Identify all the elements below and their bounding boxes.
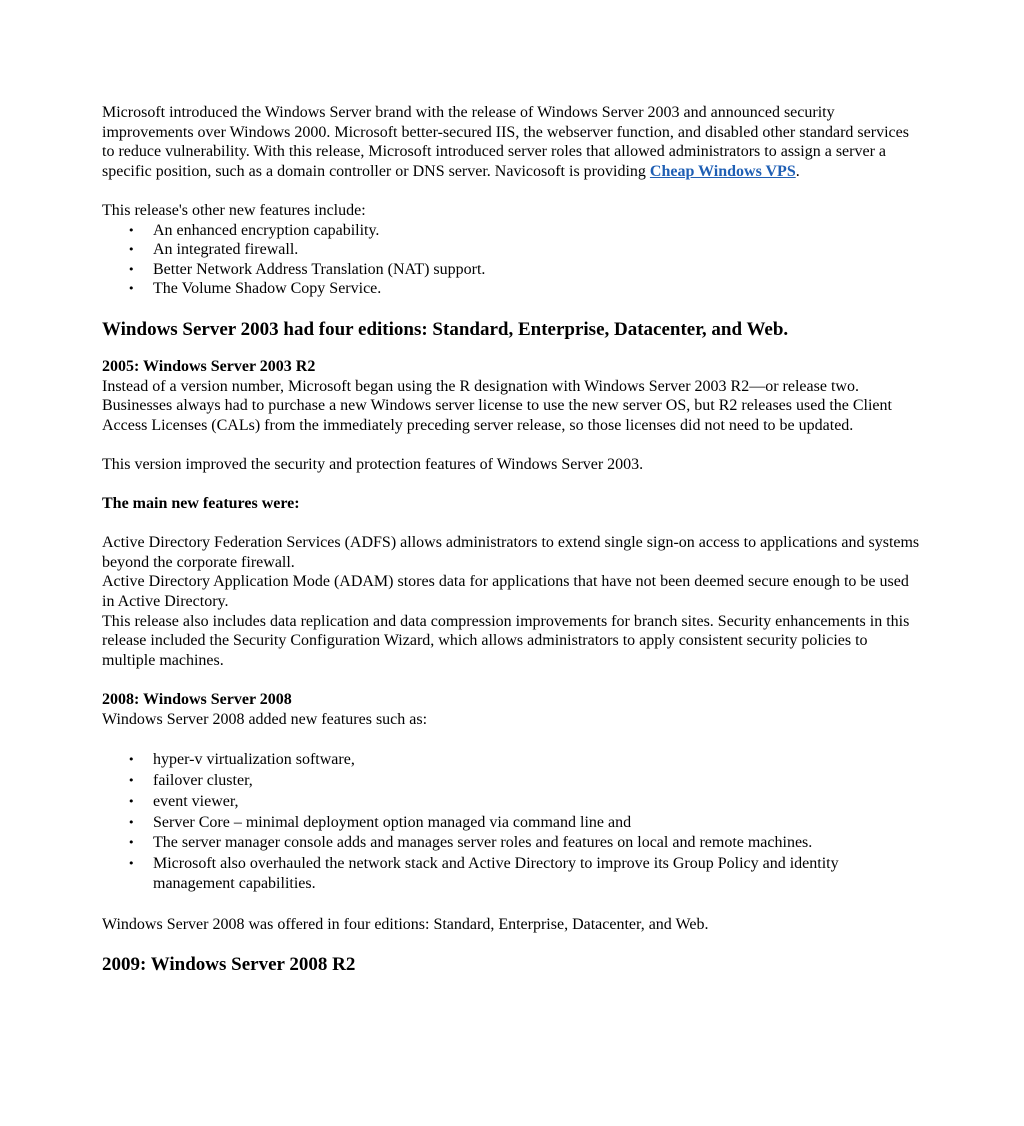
replication-paragraph: This release also includes data replication and data compression improvements for branch sites. Security enhancements in this release included the Security Configuration Wizard, which allows administrators to apply consistent security policies to multiple machines. [102, 612, 910, 669]
bullet-icon: • [128, 857, 135, 871]
intro-period: . [795, 162, 800, 180]
features-2003-list [102, 221, 922, 299]
spacer [102, 729, 922, 750]
spacer [102, 299, 922, 318]
intro-paragraph [102, 103, 922, 181]
bullet-icon: • [128, 774, 135, 787]
ws2008-features-list [102, 750, 922, 893]
features-2003-intro: This release's other new features include: [102, 201, 366, 219]
ws2008-heading: 2008: Windows Server 2008 [102, 691, 292, 709]
list-item: • failover cluster, [128, 772, 253, 789]
main-features-label: The main new features were: [102, 495, 300, 513]
adam-paragraph: Active Directory Application Mode (ADAM) stores data for applications that have not been deemed secure enough to be used in Active Directory. [102, 573, 909, 611]
bullet-icon: • [128, 223, 135, 237]
list-item: • The server manager console adds and manages server roles and features on local and remote machines. [128, 834, 813, 852]
r2-2003-heading: 2005: Windows Server 2003 R2 [102, 357, 316, 375]
bullet-icon: • [128, 243, 135, 257]
bullet-icon: • [128, 836, 135, 850]
spacer [102, 934, 922, 953]
bullet-icon: • [128, 753, 135, 767]
intro-text: Microsoft introduced the Windows Server brand with the release of Windows Server 2003 and announced security improvements over Windows 2000. Microsoft better-secured IIS, the webserver function, and disabled other standard services to reduce vulnerability. With this release, Microsoft introduced server roles that allowed administrators to assign a server a specific position, such as a domain controller or DNS server. Navicosoft is providing [102, 104, 909, 180]
list-item: • hyper-v virtualization software, [128, 751, 355, 769]
list-item: • Server Core – minimal deployment option managed via command line and [128, 813, 632, 831]
ws2008-editions: Windows Server 2008 was offered in four editions: Standard, Enterprise, Datacenter, and Web. [102, 915, 709, 933]
adfs-paragraph: Active Directory Federation Services (ADFS) allows administrators to extend single sign-on access to applications and systems beyond the corporate firewall. [102, 534, 920, 571]
r2-2003-paragraph: Instead of a version number, Microsoft began using the R designation with Windows Server 2003 R2—or release two. Businesses always had to purchase a new Windows server license to use the new server OS, but R2 releases used the Client Access Licenses (CALs) from the immediately preceding server release, so those licenses did not need to be updated. [102, 377, 892, 434]
bullet-icon: • [128, 794, 135, 808]
spacer [102, 435, 922, 455]
ws2008r2-heading: 2009: Windows Server 2008 R2 [102, 954, 356, 976]
list-item: • An enhanced encryption capability. [128, 221, 380, 239]
spacer [102, 895, 922, 915]
list-item: • The Volume Shadow Copy Service. [128, 280, 382, 298]
spacer [102, 342, 922, 357]
r2-2003-security-paragraph: This version improved the security and protection features of Windows Server 2003. [102, 455, 644, 473]
list-item: • An integrated firewall. [128, 241, 299, 259]
list-item: • Microsoft also overhauled the network stack and Active Directory to improve its Group Policy and identity management capabilities. [128, 855, 839, 892]
list-item: • event viewer, [128, 792, 239, 810]
bullet-icon: • [128, 262, 135, 276]
spacer [102, 670, 922, 690]
cheap-windows-vps-link[interactable]: Cheap Windows VPS [649, 162, 796, 180]
spacer [102, 181, 922, 201]
spacer [102, 475, 922, 495]
editions-2003-heading: Windows Server 2003 had four editions: Standard, Enterprise, Datacenter, and Web. [102, 318, 789, 340]
bullet-icon: • [128, 815, 135, 829]
spacer [102, 514, 922, 534]
ws2008-intro: Windows Server 2008 added new features such as: [102, 710, 428, 728]
document-page [102, 103, 922, 977]
list-item: • Better Network Address Translation (NAT) support. [128, 260, 486, 278]
bullet-icon: • [128, 282, 135, 296]
